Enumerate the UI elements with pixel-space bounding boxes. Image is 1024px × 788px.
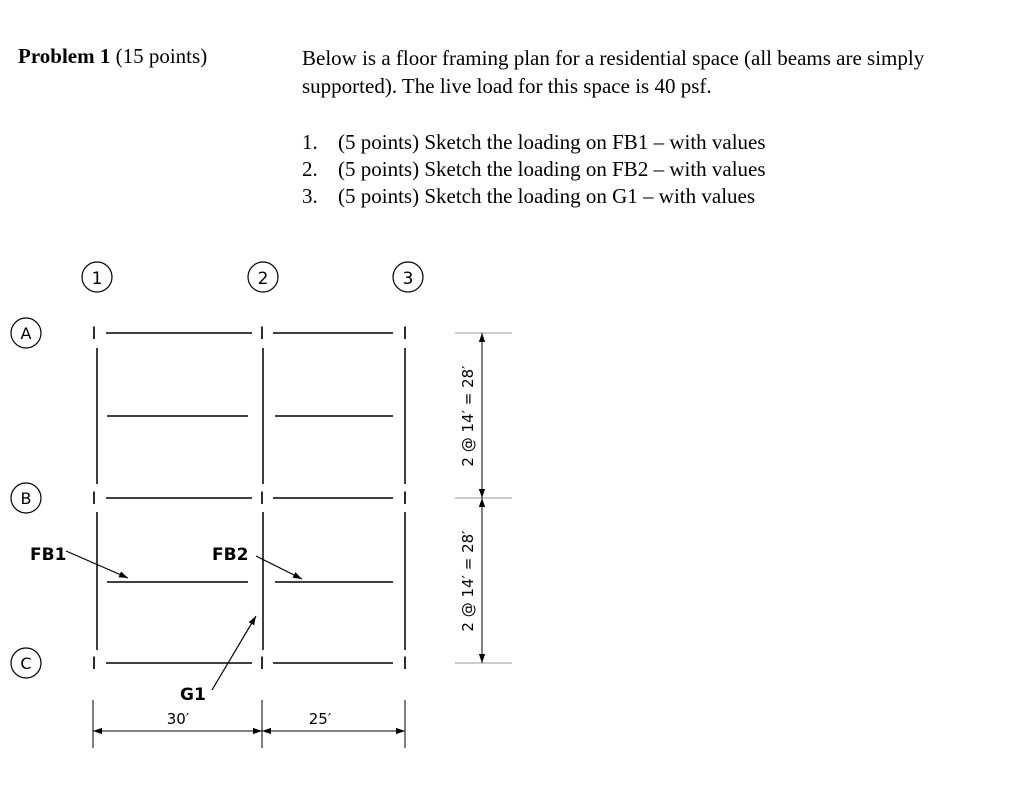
problem-points: (15 points) (115, 44, 208, 68)
task-number: 2. (302, 157, 318, 181)
grid-bubble-c (11, 648, 41, 678)
column-b2: I (259, 489, 265, 509)
grid-bubble-3 (393, 262, 423, 292)
problem-title: Problem 1 (18, 44, 111, 68)
column-a1: I (91, 324, 97, 344)
dim-label-bay-1-2: 30′ (166, 710, 190, 728)
column-a3: I (402, 324, 408, 344)
column-c3: I (402, 654, 408, 674)
problem-intro: Below is a floor framing plan for a residential space (all beams are simply supported). The live load for this space is 40 psf. (302, 46, 925, 98)
grid-label-2: 2 (257, 269, 269, 289)
column-b3: I (402, 489, 408, 509)
column-a2: I (259, 324, 265, 344)
task-number: 1. (302, 130, 318, 154)
label-fb2: FB2 (212, 545, 249, 565)
grid-label-3: 3 (402, 269, 414, 289)
grid-bubble-1 (82, 262, 112, 292)
task-text: (5 points) Sketch the loading on G1 – with values (338, 184, 756, 208)
grid-label-1: 1 (91, 269, 103, 289)
leader-g1 (212, 616, 256, 690)
grid-bubble-2 (248, 262, 278, 292)
label-g1: G1 (180, 685, 206, 705)
grid-bubble-b (11, 483, 41, 513)
grid-label-a: A (20, 324, 32, 343)
dim-label-span-b-c: 2 @ 14′ = 28′ (459, 530, 477, 632)
grid-bubble-a (11, 318, 41, 348)
label-fb1: FB1 (30, 545, 67, 565)
task-text: (5 points) Sketch the loading on FB1 – with values (338, 130, 766, 154)
column-c1: I (91, 654, 97, 674)
dim-label-span-a-b: 2 @ 14′ = 28′ (459, 365, 477, 467)
column-b1: I (91, 489, 97, 509)
task-text: (5 points) Sketch the loading on FB2 – with values (338, 157, 766, 181)
dim-label-bay-2-3: 25′ (308, 710, 332, 728)
grid-label-c: C (20, 654, 32, 673)
grid-label-b: B (20, 489, 32, 508)
column-c2: I (259, 654, 265, 674)
task-number: 3. (302, 184, 318, 208)
